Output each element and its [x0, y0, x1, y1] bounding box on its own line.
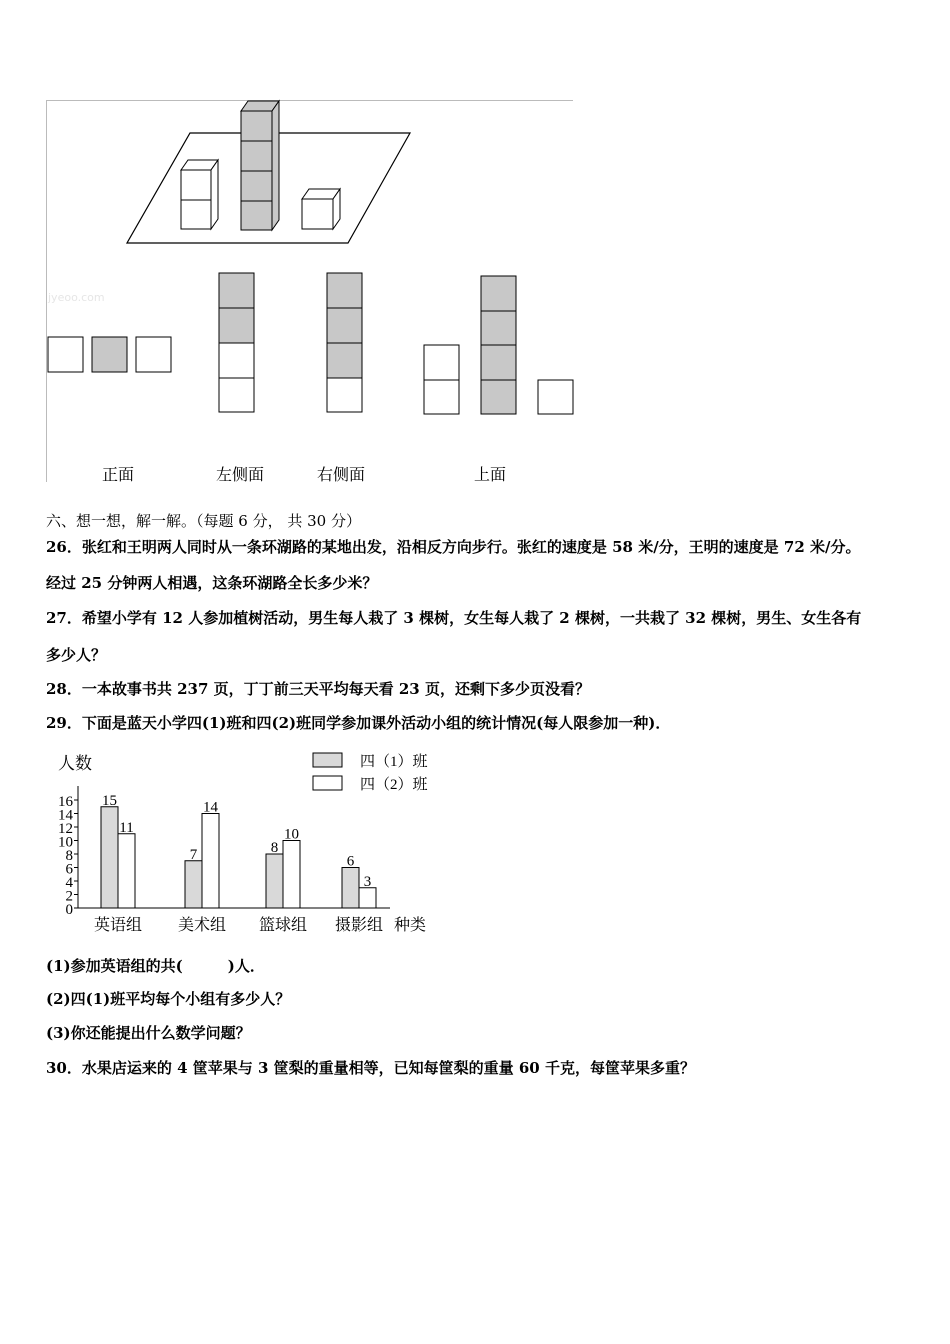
front-view	[48, 337, 171, 372]
section-heading: 六、想一想，解一解。（每题 6 分， 共 30 分）	[46, 512, 361, 530]
bar-1-3	[266, 854, 283, 908]
legend-swatch-2	[313, 776, 342, 790]
right-side-view	[327, 273, 362, 412]
x-axis-label: 种类	[394, 917, 427, 934]
question-29-sub-3: (3)你还能提出什么数学问题？	[46, 1024, 251, 1042]
legend-swatch-1	[313, 753, 342, 767]
bar-1-1	[101, 807, 118, 908]
y-tick-label: 2	[65, 888, 73, 905]
y-tick-label: 6	[65, 861, 73, 878]
legend-label-2: 四（2）班	[360, 777, 428, 793]
watermark: jyeoo.com	[48, 291, 105, 304]
y-tick-label: 0	[65, 902, 73, 918]
y-tick-label: 12	[58, 821, 73, 837]
question-29-sub-2: (2)四(1)班平均每个小组有多少人？	[46, 990, 291, 1008]
bar-1-2	[185, 861, 202, 908]
question-29: 29．下面是蓝天小学四(1)班和四(2)班同学参加课外活动小组的统计情况(每人限参加一种)．	[46, 714, 671, 732]
bar-2-2	[202, 814, 219, 909]
question-27-line-2: 多少人？	[46, 646, 107, 664]
legend-label-1: 四（1）班	[360, 754, 428, 770]
bar-value-label: 11	[119, 819, 134, 836]
category-label: 美术组	[177, 917, 227, 934]
bar-2-1	[118, 834, 135, 908]
cube-single	[302, 189, 340, 229]
category-label: 英语组	[93, 917, 143, 934]
y-tick-label: 16	[58, 794, 73, 810]
y-tick-label: 10	[58, 834, 73, 851]
bar-2-4	[359, 888, 376, 908]
bar-value-label: 7	[189, 846, 198, 863]
question-28: 28．一本故事书共 237 页，丁丁前三天平均每天看 23 页，还剩下多少页没看？	[46, 680, 590, 698]
question-27-line-1: 27．希望小学有 12 人参加植树活动，男生每人栽了 3 棵树，女生每人栽了 2 棵树，一共栽了 32 棵树，男生、女生各有	[46, 609, 862, 627]
bar-value-label: 3	[363, 873, 372, 890]
left-side-view	[219, 273, 254, 412]
top-view	[424, 276, 573, 414]
bar-value-label: 14	[203, 799, 218, 816]
cube-stack-tall	[241, 101, 279, 230]
bar-value-label: 8	[270, 840, 279, 856]
category-label: 篮球组	[258, 917, 308, 934]
y-tick-label: 14	[58, 807, 73, 824]
y-tick-label: 8	[65, 848, 73, 864]
front-view-label: 正面	[102, 465, 135, 484]
question-26-line-2: 经过 25 分钟两人相遇，这条环湖路全长多少米？	[46, 574, 378, 592]
bar-value-label: 6	[346, 853, 355, 870]
question-26-line-1: 26．张红和王明两人同时从一条环湖路的某地出发，沿相反方向步行。张红的速度是 58 米/分，王明的速度是 72 米/分。	[46, 538, 861, 556]
question-29-sub-1: (1)参加英语组的共( )人．	[46, 957, 265, 975]
cube-stack-left	[181, 160, 218, 229]
bar-1-4	[342, 868, 359, 909]
y-tick-label: 4	[65, 875, 73, 891]
activity-bar-chart	[40, 745, 460, 945]
cube-views-diagram	[0, 0, 600, 495]
bar-value-label: 10	[284, 826, 299, 843]
bar-value-label: 15	[102, 792, 117, 809]
category-label: 摄影组	[334, 917, 384, 934]
question-30: 30．水果店运来的 4 筐苹果与 3 筐梨的重量相等，已知每筐梨的重量 60 千克，每筐苹果多重？	[46, 1059, 695, 1077]
right-view-label: 右侧面	[317, 465, 366, 484]
top-view-label: 上面	[474, 465, 507, 484]
bar-2-3	[283, 841, 300, 909]
left-view-label: 左侧面	[216, 465, 265, 484]
y-axis-label: 人数	[58, 754, 92, 773]
